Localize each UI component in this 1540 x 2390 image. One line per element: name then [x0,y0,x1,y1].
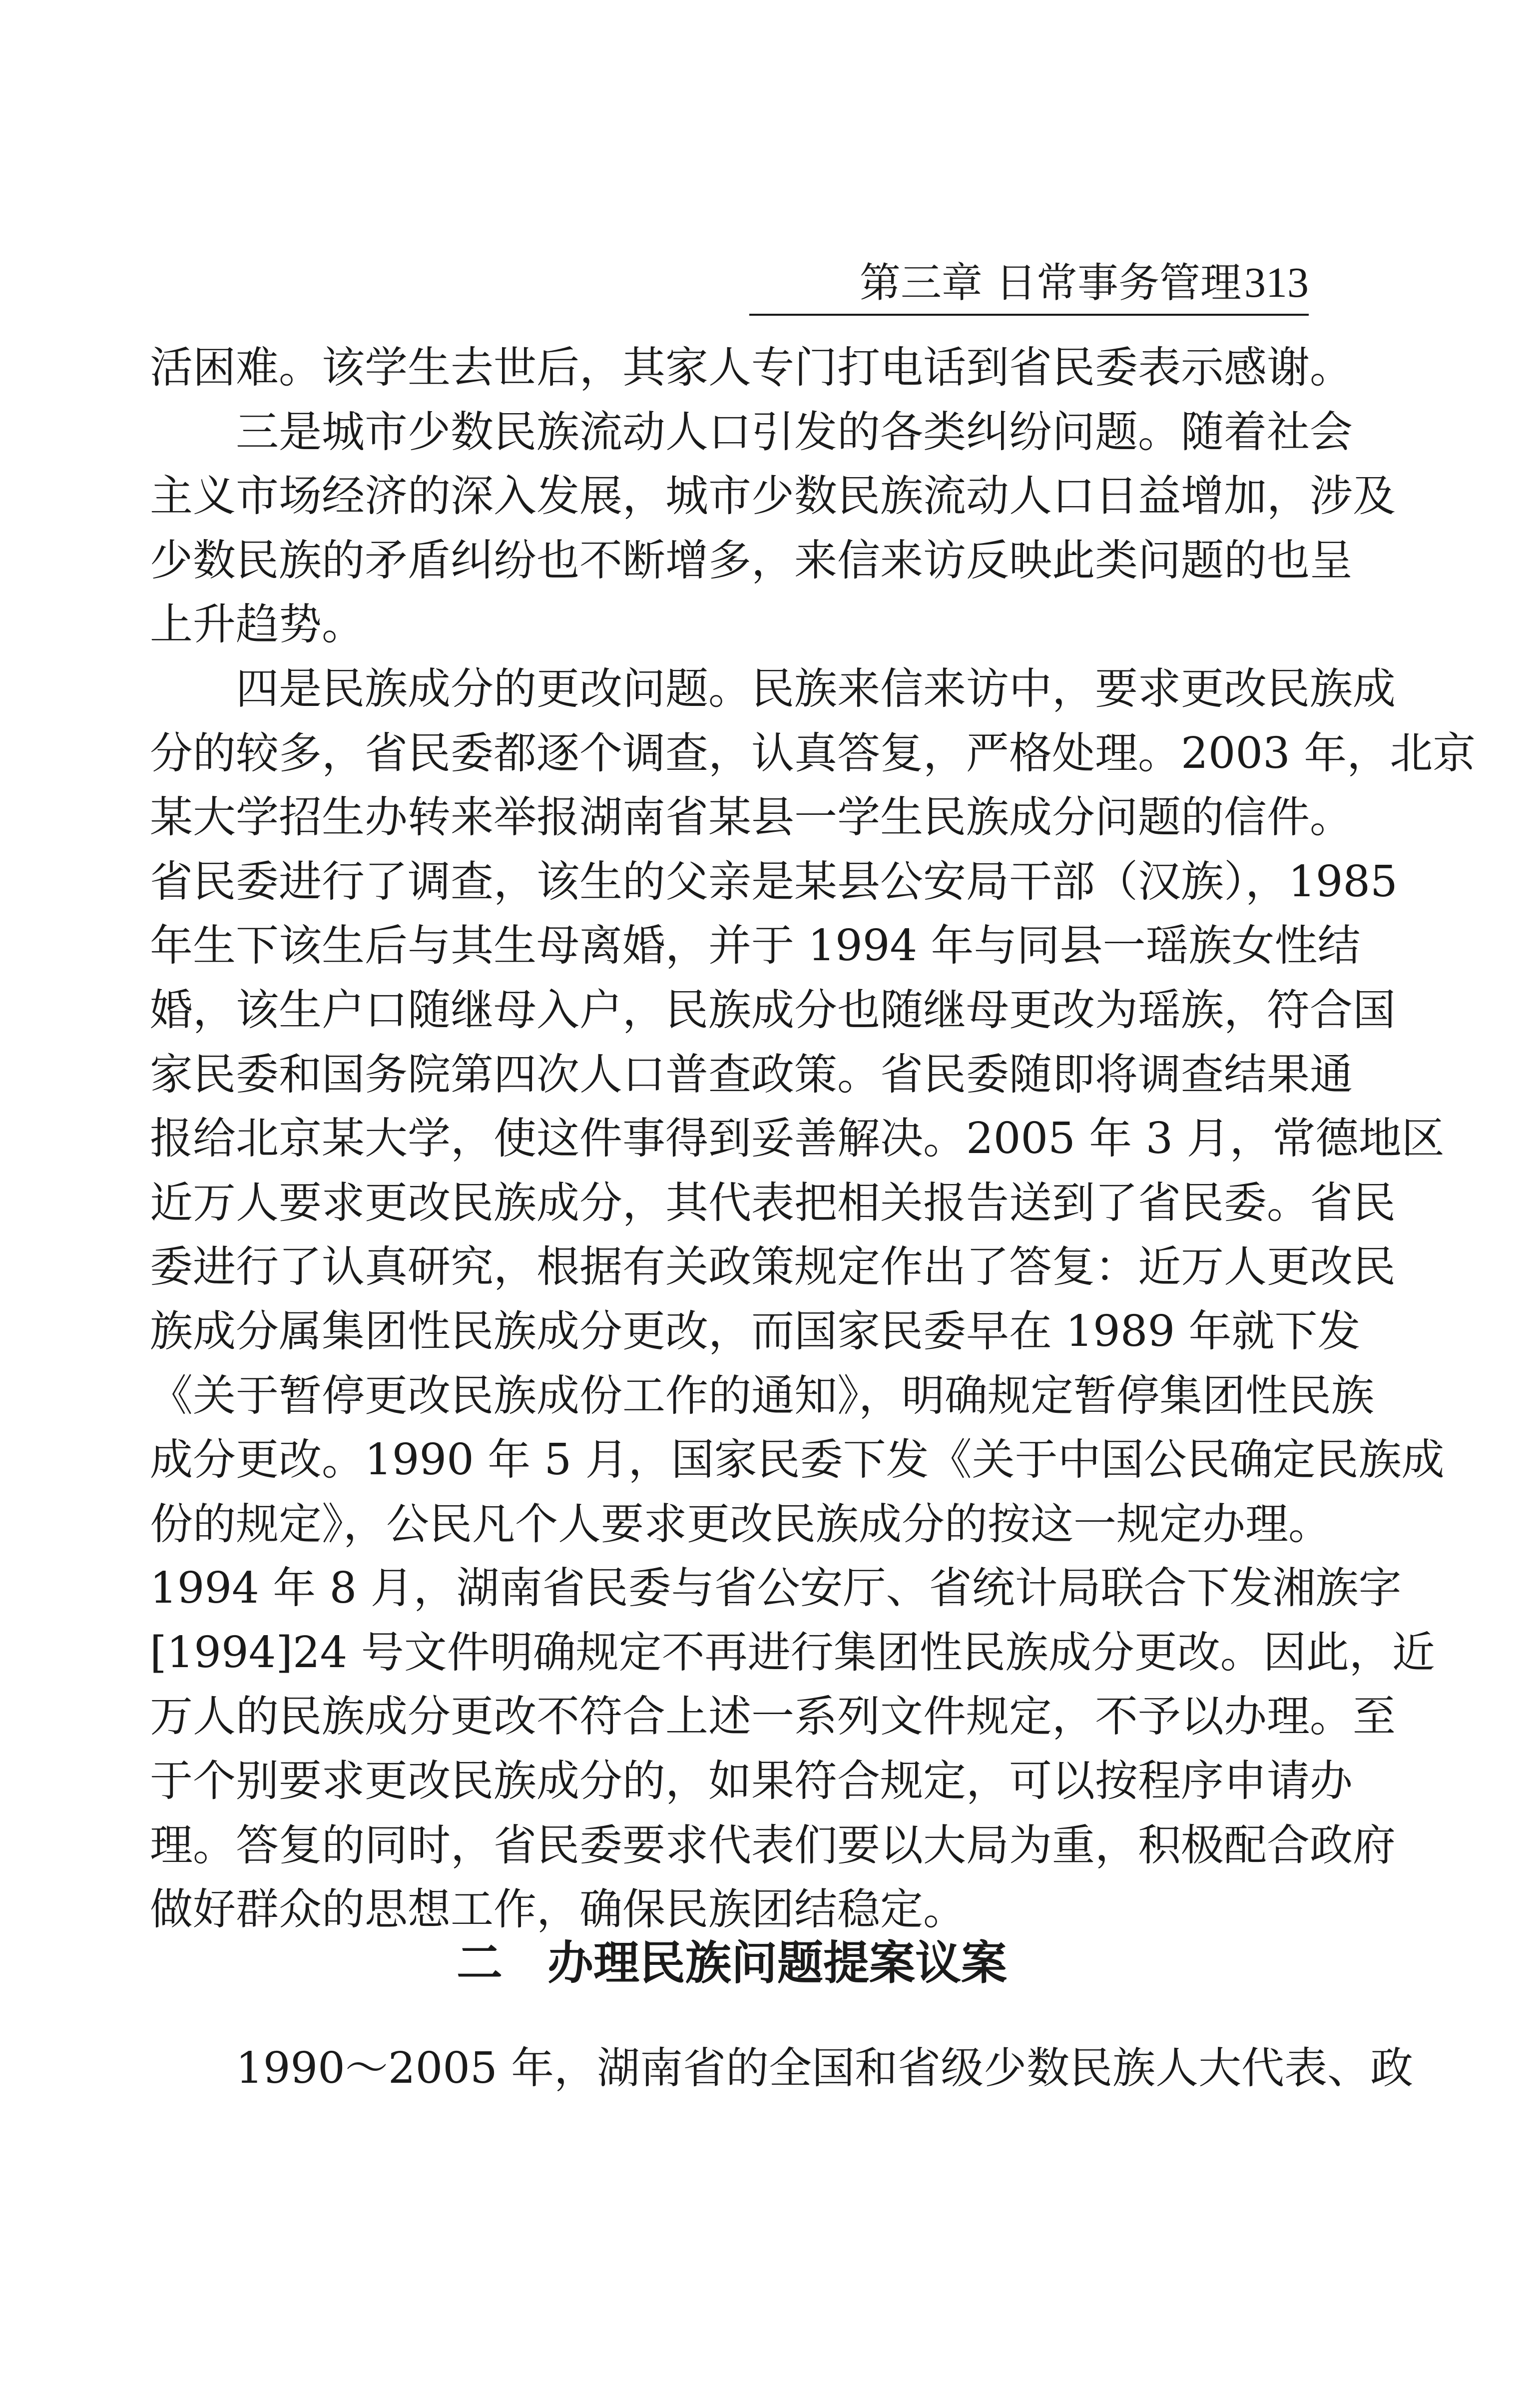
text-line: 上升趋势。 [150,599,365,650]
text-line: 活困难。该学生去世后，其家人专门打电话到省民委表示感谢。 [150,343,1353,393]
text-line: 《关于暂停更改民族成份工作的通知》，明确规定暂停集团性民族 [150,1370,1374,1421]
text-line: 主义市场经济的深入发展，城市少数民族流动人口日益增加，涉及 [150,471,1396,522]
text-line: 年生下该生后与其生母离婚，并于 1994 年与同县一瑶族女性结 [150,921,1361,971]
text-line: 万人的民族成分更改不符合上述一系列文件规定，不予以办理。至 [150,1692,1396,1742]
text-line: 某大学招生办转来举报湖南省某县一学生民族成分问题的信件。 [150,792,1353,843]
running-header [749,250,1309,315]
text-line: 婚，该生户口随继母入户，民族成分也随继母更改为瑶族，符合国 [150,985,1396,1035]
text-line: 理。答复的同时，省民委要求代表们要以大局为重，积极配合政府 [150,1820,1396,1870]
body-text [150,336,1476,1942]
text-line: 家民委和国务院第四次人口普查政策。省民委随即将调查结果通 [150,1049,1353,1100]
text-line: 做好群众的思想工作，确保民族团结稳定。 [150,1884,966,1935]
text-line: 四是民族成分的更改问题。民族来信来访中，要求更改民族成 [236,663,1396,714]
text-line: 1994 年 8 月，湖南省民委与省公安厅、省统计局联合下发湘族字 [150,1563,1402,1614]
text-line: 委进行了认真研究，根据有关政策规定作出了答复：近万人更改民 [150,1242,1396,1292]
text-line: 报给北京某大学，使这件事得到妥善解决。2005 年 3 月，常德地区 [150,1114,1445,1164]
text-line: 三是城市少数民族流动人口引发的各类纠纷问题。随着社会 [236,407,1353,457]
chapter-title: 第三章 日常事务管理 [859,259,1241,307]
page-number: 313 [1244,258,1309,306]
paragraph-start: 1990～2005 年，湖南省的全国和省级少数民族人大代表、政 [236,2043,1414,2093]
text-line: [1994]24 号文件明确规定不再进行集团性民族成分更改。因此，近 [150,1627,1435,1678]
text-line: 于个别要求更改民族成分的，如果符合规定，可以按程序申请办 [150,1756,1353,1806]
text-line: 近万人要求更改民族成分，其代表把相关报告送到了省民委。省民 [150,1178,1396,1228]
text-line: 分的较多，省民委都逐个调查，认真答复，严格处理。2003 年，北京 [150,728,1476,778]
section-heading [150,1926,1314,2001]
text-line: 成分更改。1990 年 5 月，国家民委下发《关于中国公民确定民族成 [150,1435,1445,1485]
text-line: 少数民族的矛盾纠纷也不断增多，来信来访反映此类问题的也呈 [150,535,1353,586]
text-line: 份的规定》，公民凡个人要求更改民族成分的按这一规定办理。 [150,1499,1331,1549]
header-rule [749,314,1309,316]
text-line: 省民委进行了调查，该生的父亲是某县公安局干部（汉族），1985 [150,856,1398,907]
section-title: 办理民族问题提案议案 [547,1936,1008,1990]
section-number: 二 [456,1936,503,1990]
text-line: 族成分属集团性民族成分更改，而国家民委早在 1989 年就下发 [150,1306,1361,1356]
